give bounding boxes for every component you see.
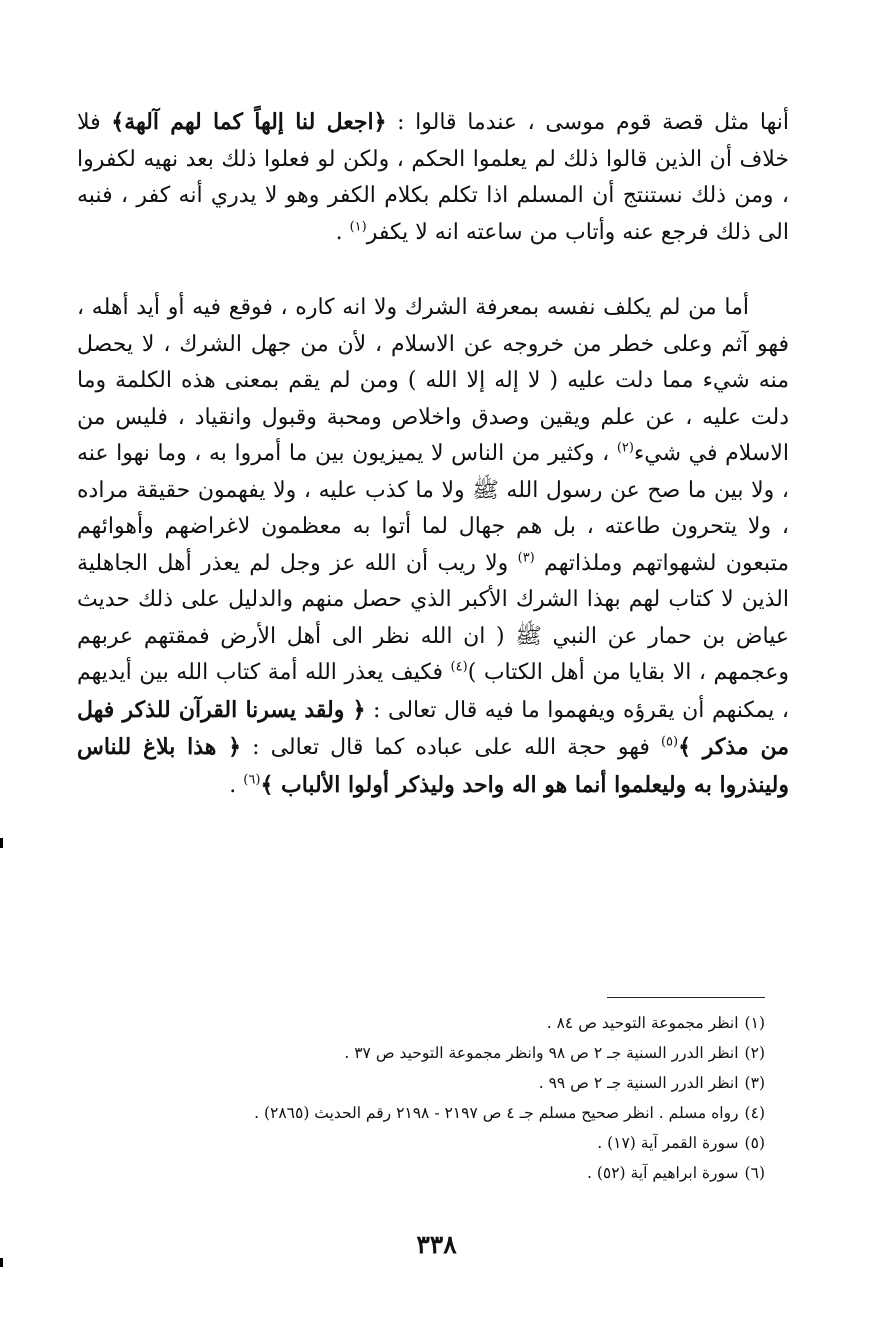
footnote-text: سورة ابراهيم آية (٥٢) . xyxy=(586,1164,739,1182)
body-paragraph-1 xyxy=(77,104,789,251)
paragraph-1-text-a: أنها مثل قصة قوم موسى ، عندما قالوا : xyxy=(386,110,789,135)
footnote-ref-2: (٢) xyxy=(616,440,634,456)
footnote-ref-4: (٤) xyxy=(450,659,468,675)
footnote-text: انظر الدرر السنية جـ ٢ ص ٩٨ وانظر مجموعة التوحيد ص ٣٧ . xyxy=(344,1044,739,1062)
page-number: ٣٣٨ xyxy=(416,1230,457,1259)
footnote-ref-5: (٥) xyxy=(660,734,679,750)
paragraph-2-text-c: ولا ريب أن الله عز وجل لم يعذر أهل الجاهلية الذين لا كتاب لهم بهذا الشرك الأكبر الذي حصل منهم والدليل على ذلك حديث عياض بن حمار عن النبي ﷺ ( ان الله نظر الى أهل الأرض فمقتهم عربهم وعجمهم ، الا بقايا من أهل الكتاب ) xyxy=(77,550,789,685)
footnote-text: رواه مسلم . انظر صحيح مسلم جـ ٤ ص ٢١٩٧ - ٢١٩٨ رقم الحديث (٢٨٦٥) . xyxy=(254,1104,739,1122)
footnote-text: سورة القمر آية (١٧) . xyxy=(597,1134,739,1152)
footnote-number: (٣) xyxy=(744,1074,765,1092)
footnote-number: (٥) xyxy=(744,1134,765,1152)
quran-quote-1: ﴿اجعل لنا إلهاً كما لهم آلهة﴾ xyxy=(111,109,387,135)
footnote-number: (٦) xyxy=(744,1164,765,1182)
footnote-item xyxy=(85,1128,765,1158)
footnote-ref-6: (٦) xyxy=(243,772,261,788)
scan-edge-mark xyxy=(0,1258,3,1267)
footnote-item xyxy=(85,1098,765,1128)
footnote-text: انظر مجموعة التوحيد ص ٨٤ . xyxy=(546,1014,739,1032)
footnote-text: انظر الدرر السنية جـ ٢ ص ٩٩ . xyxy=(538,1074,739,1092)
footnote-divider xyxy=(607,997,765,998)
footnote-item xyxy=(85,1158,765,1188)
paragraph-1-text-c: . xyxy=(335,219,350,245)
footnote-ref-1: (١) xyxy=(349,219,367,235)
paragraph-2-text-a: أما من لم يكلف نفسه بمعرفة الشرك ولا انه كاره ، فوقع فيه أو أيد أهله ، فهو آثم وعلى خطر من خروجه عن الاسلام ، لأن من جهل الشرك ، لا يحصل منه شيء مما دلت عليه ( لا إله إلا الله ) ومن لم يقم بمعنى هذه الكلمة وما دلت عليه ، عن علم ويقين وصدق واخلاص ومحبة وقبول وانقياد ، فليس من الاسلام في شيء xyxy=(77,295,789,466)
scan-edge-mark xyxy=(0,838,3,848)
paragraph-2-text-e: فهو حجة الله على عباده كما قال تعالى : xyxy=(241,735,661,760)
body-paragraph-2 xyxy=(77,290,789,804)
footnote-item xyxy=(85,1068,765,1098)
footnote-number: (٢) xyxy=(744,1044,765,1062)
quran-quote-3: ﴿ هذا بلاغ للناس ولينذروا به وليعلموا أنما هو اله واحد وليذكر أولوا الألباب ﴾ xyxy=(77,734,789,798)
footnote-number: (٤) xyxy=(744,1104,765,1122)
quran-quote-2: ﴿ ولقد يسرنا القرآن للذكر فهل من مذكر ﴾ xyxy=(77,696,789,760)
footnotes-list xyxy=(85,1008,765,1188)
paragraph-2-text-b: ، وكثير من الناس لا يميزيون بين ما أمروا به ، وما نهوا عنه ، ولا بين ما صح عن رسول الله ﷺ ولا ما كذب عليه ، ولا يفهمون حقيقة مراده ، ولا يتحرون طاعته ، بل هم جهال لما أتوا به معظمون لاغراضهم وأهوائهم متبعون لشهواتهم وملذاتهم xyxy=(77,441,789,576)
footnote-item xyxy=(85,1038,765,1068)
footnote-item xyxy=(85,1008,765,1038)
paragraph-1-text-b: فلا خلاف أن الذين قالوا ذلك لم يعلموا الحكم ، ولكن لو فعلوا ذلك بعد نهيه لكفروا ، ومن ذلك نستنتج أن المسلم اذا تكلم بكلام الكفر وهو لا يدري أنه كفر ، فنبه الى ذلك فرجع عنه وأتاب من ساعته انه لا يكفر xyxy=(77,110,789,245)
footnote-ref-3: (٣) xyxy=(517,550,535,566)
paragraph-2-text-d: فكيف يعذر الله أمة كتاب الله بين أيديهم ، يمكنهم أن يقرؤه ويفهموا ما فيه قال تعالى : xyxy=(77,660,789,723)
footnote-number: (١) xyxy=(744,1014,765,1032)
paragraph-2-text-f: . xyxy=(229,772,244,798)
